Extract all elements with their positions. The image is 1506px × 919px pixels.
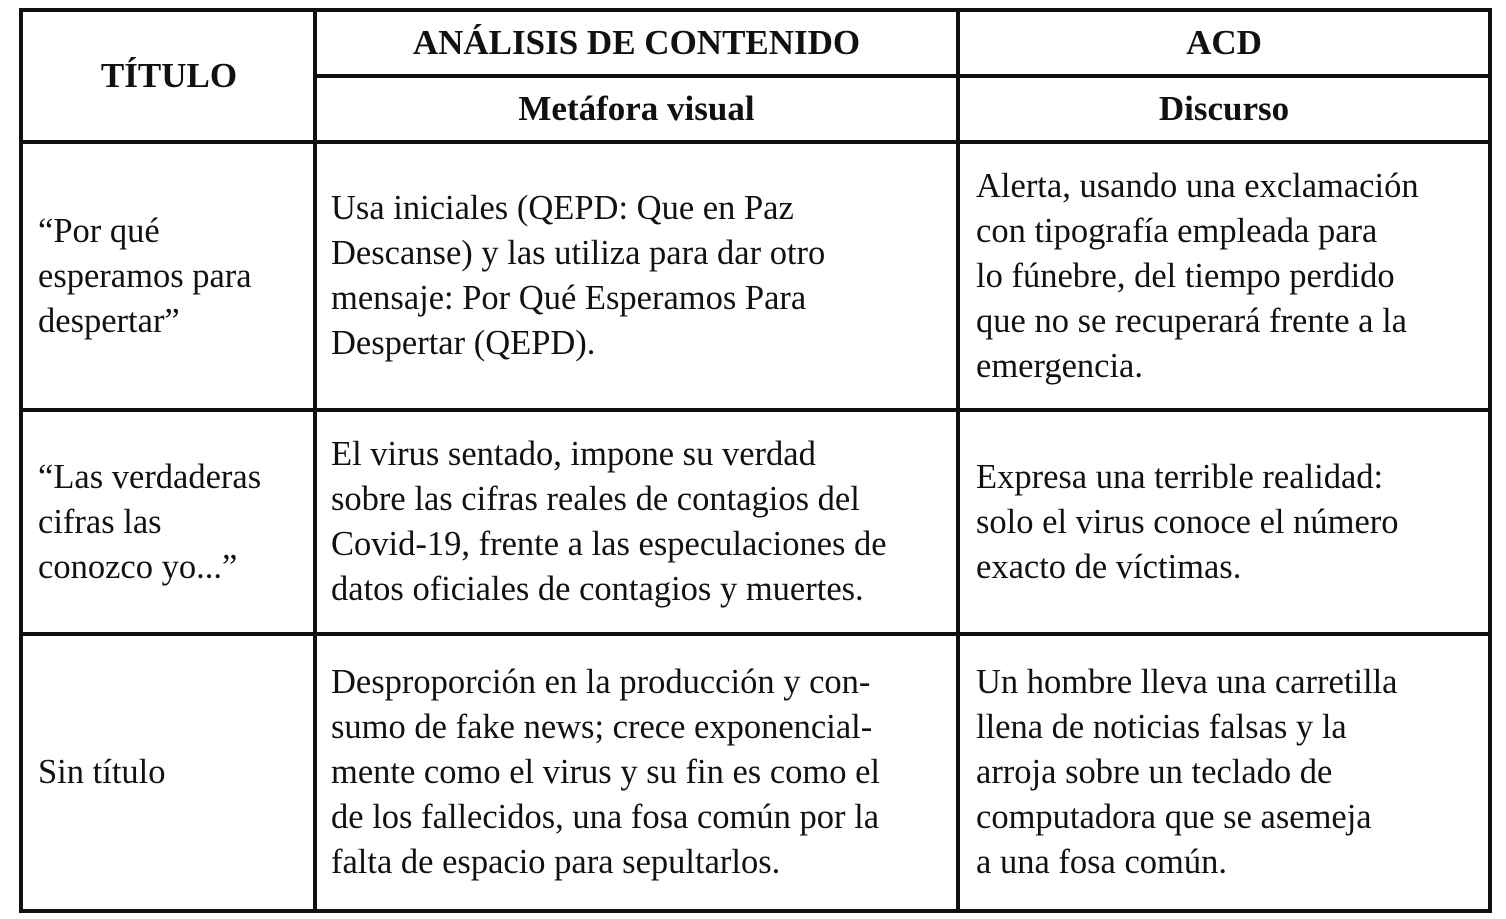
table-row [21, 142, 1490, 410]
header-discurso: Discurso [958, 76, 1490, 142]
cell-line: mensaje: Por Qué Esperamos Para [331, 279, 807, 317]
cell-discurso [958, 410, 1490, 634]
cell-metafora [315, 634, 958, 911]
cell-line: despertar” [38, 301, 180, 340]
cell-discurso [958, 142, 1490, 410]
cell-line: “Por qué [38, 211, 160, 250]
cell-line: de los fallecidos, una fosa común por la [331, 798, 880, 836]
cell-line: exacto de víctimas. [976, 547, 1242, 586]
cell-discurso [958, 634, 1490, 911]
cell-line: Desproporción en la producción y con- [331, 663, 871, 701]
cell-line: conozco yo...” [38, 547, 238, 586]
cell-line: datos oficiales de contagios y muertes. [331, 570, 864, 608]
cell-line: que no se recuperará frente a la [976, 301, 1407, 340]
cell-line: Alerta, usando una exclamación [976, 166, 1419, 205]
cell-line: Un hombre lleva una carretilla [976, 663, 1398, 701]
table-row [21, 410, 1490, 634]
cell-line: Sin título [38, 753, 166, 791]
cell-metafora [315, 142, 958, 410]
header-acd: ACD [958, 10, 1490, 76]
cell-line: sumo de fake news; crece exponencial- [331, 708, 873, 746]
cell-line: a una fosa común. [976, 843, 1228, 881]
cell-titulo [21, 634, 315, 911]
cell-line: “Las verdaderas [38, 457, 262, 496]
cell-line: falta de espacio para sepultarlos. [331, 843, 781, 881]
cell-line: arroja sobre un teclado de [976, 753, 1333, 791]
cell-line: Usa iniciales (QEPD: Que en Paz [331, 189, 794, 227]
header-titulo: TÍTULO [21, 10, 315, 142]
cell-line: El virus sentado, impone su verdad [331, 435, 816, 473]
cell-line: esperamos para [38, 256, 252, 295]
cell-line: emergencia. [976, 346, 1143, 385]
cell-line: lo fúnebre, del tiempo perdido [976, 256, 1395, 295]
cell-titulo [21, 142, 315, 410]
table-row [21, 634, 1490, 911]
cell-line: mente como el virus y su fin es como el [331, 753, 881, 791]
cell-line: llena de noticias falsas y la [976, 708, 1347, 746]
cell-metafora [315, 410, 958, 634]
cell-line: Despertar (QEPD). [331, 324, 596, 362]
header-analisis-de-contenido: ANÁLISIS DE CONTENIDO [315, 10, 958, 76]
cell-line: cifras las [38, 502, 162, 541]
cell-line: Descanse) y las utiliza para dar otro [331, 234, 826, 272]
cell-line: sobre las cifras reales de contagios del [331, 480, 860, 518]
cell-line: Expresa una terrible realidad: [976, 457, 1384, 496]
cell-titulo [21, 410, 315, 634]
header-row-top [21, 10, 1490, 76]
analysis-table [19, 8, 1492, 913]
header-metafora-visual: Metáfora visual [315, 76, 958, 142]
cell-line: Covid-19, frente a las especulaciones de [331, 525, 887, 563]
cell-line: con tipografía empleada para [976, 211, 1378, 250]
cell-line: solo el virus conoce el número [976, 502, 1399, 541]
cell-line: computadora que se asemeja [976, 798, 1372, 836]
